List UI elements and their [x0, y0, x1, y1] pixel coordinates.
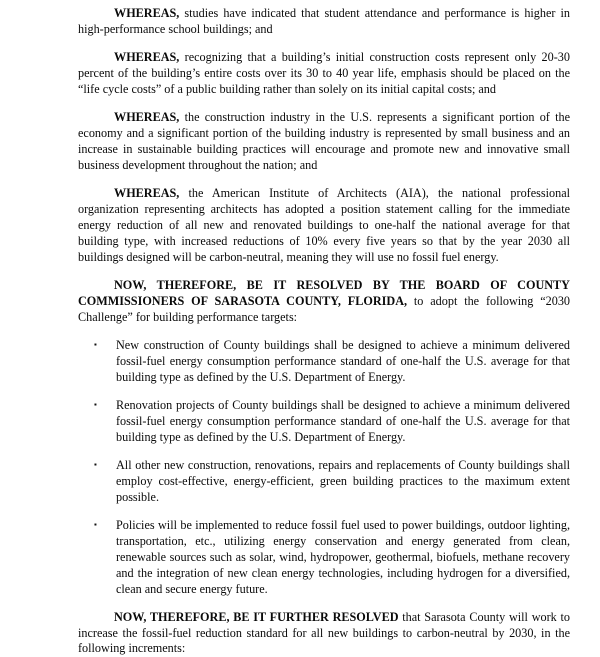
- whereas-paragraph-3: [78, 110, 570, 174]
- paragraph-lead-3: WHEREAS,: [114, 109, 180, 124]
- list-item: [78, 338, 570, 386]
- list-item: [78, 518, 570, 598]
- list-item-text: Renovation projects of County buildings shall be designed to achieve a minimum delivered fossil-fuel energy consumption performance standard of one-half the U.S. average for that building type as defined by the U.S. Department of Energy.: [116, 397, 570, 444]
- bullet-square-icon: ▪: [94, 519, 97, 529]
- resolution-body: to adopt the following “2030 Challenge” for building performance targets:: [78, 293, 571, 324]
- list-item: [78, 458, 570, 506]
- paragraph-body-1: studies have indicated that student attendance and performance is higher in high-performance school buildings; and: [78, 6, 570, 36]
- paragraph-body-4: the American Institute of Architects (AIA), the national professional organization representing architects has adopted a position statement calling for the immediate energy reduction of all new and renovated buildings to one-half the national average for that building type, with increased reductions of 10% every five years so that by the year 2030 all buildings designed will be carbon-neutral, meaning they will use no fossil fuel energy.: [78, 185, 570, 264]
- performance-targets-list: [78, 338, 570, 598]
- list-item-text: Policies will be implemented to reduce fossil fuel used to power buildings, outdoor lighting, transportation, etc., utilizing energy conservation and energy generated from clean, renewable sources such as solar, wind, hydropower, geothermal, biofuels, methane recovery and the integration of new clean energy technologies, including hydrogen for a diversified, clean and secure energy future.: [116, 517, 570, 596]
- further-resolved-paragraph: [78, 610, 570, 657]
- further-resolved-body: that Sarasota County will work to increase the fossil-fuel reduction standard for all new buildings to carbon-neutral by 2030, in the following increments:: [78, 609, 570, 656]
- bullet-square-icon: ▪: [94, 459, 97, 469]
- list-item-text: New construction of County buildings shall be designed to achieve a minimum delivered fossil-fuel energy consumption performance standard of one-half the U.S. average for that building type as defined by the U.S. Department of Energy.: [116, 337, 570, 384]
- paragraph-body-2: recognizing that a building’s initial construction costs represent only 20-30 percent of the building’s entire costs over its 30 to 40 year life, emphasis should be placed on the “life cycle costs” of a public building rather than solely on its initial capital costs; and: [78, 49, 570, 96]
- paragraph-body-3: the construction industry in the U.S. represents a significant portion of the economy and a significant portion of the building industry is represented by small business and an increase in sustainable building practices will encourage and promote new and innovative small business development throughout the nation; and: [78, 109, 570, 172]
- paragraph-lead-2: WHEREAS,: [114, 49, 180, 64]
- paragraph-lead-1: WHEREAS,: [114, 6, 180, 20]
- list-item: [78, 398, 570, 446]
- resolution-lead: NOW, THEREFORE, BE IT RESOLVED BY THE BOARD OF COUNTY COMMISSIONERS OF SARASOTA COUNTY, FLORIDA,: [78, 277, 570, 308]
- bullet-square-icon: ▪: [94, 399, 97, 409]
- bullet-square-icon: ▪: [94, 339, 97, 349]
- further-resolved-lead: NOW, THEREFORE, BE IT FURTHER RESOLVED: [114, 609, 399, 624]
- resolution-paragraph: [78, 278, 570, 326]
- whereas-paragraph-4: [78, 186, 570, 266]
- whereas-paragraph-2: [78, 50, 570, 98]
- paragraph-lead-4: WHEREAS,: [114, 185, 180, 200]
- list-item-text: All other new construction, renovations, repairs and replacements of County buildings shall employ cost-effective, energy-efficient, green building practices to the maximum extent possible.: [116, 457, 570, 504]
- whereas-paragraph-1: [78, 6, 570, 38]
